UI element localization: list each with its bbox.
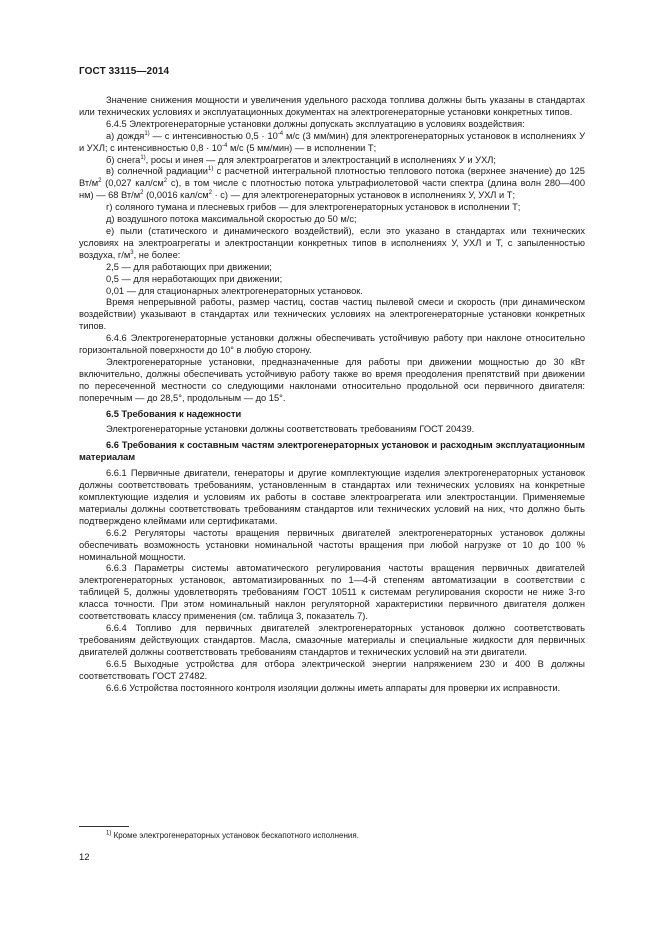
footnote-marker: 1)	[106, 830, 112, 837]
text-run: с расчетной интегральной плотностью теплового потока (верхнее значение) до 125 Вт/м	[79, 166, 585, 189]
paragraph	[79, 659, 585, 683]
footnote-text: Кроме электрогенераторных установок бескапотного исполнения.	[111, 831, 359, 840]
text-run: — с интенсивностью 0,5 · 10	[149, 130, 278, 141]
text-run: , росы и инея — для электроагрегатов и электростанций в исполнениях У и УХЛ;	[145, 154, 496, 165]
paragraph	[79, 262, 585, 274]
text-run: 6.6.1 Первичные двигатели, генераторы и другие комплектующие изделия электрогенераторных установок должны соответствовать требованиям, установленным в стандартах или технических условиях на конкретные комплектующие изделия и условиям их работы в составе электроагрегата или электростанции. Применяемые материалы должны соответствовать требованиям стандартов или технических условий на них, что должно быть подтверждено клеймами или сертификатами.	[79, 468, 585, 526]
text-run: а) дождя	[106, 130, 145, 141]
paragraph	[79, 214, 585, 226]
text-run: м/с (5 мм/мин) — в исполнении Т;	[227, 142, 377, 153]
text-run: Значение снижения мощности и увеличения удельного расхода топлива должны быть указаны в стандартах или технических условиях и эксплуатационных документах на электрогенераторные установки конкретных типов.	[79, 95, 585, 117]
text-run: с), в том числе с плотностью потока ультрафиолетовой части спектра (длина волн 280—400 нм) — 68 Вт/м	[79, 178, 585, 201]
text-run: 6.6.6 Устройства постоянного контроля изоляции должны иметь аппараты для проверки их исправности.	[106, 682, 561, 693]
paragraph	[79, 333, 585, 357]
paragraph	[79, 226, 585, 262]
paragraph	[79, 623, 585, 659]
document-header: ГОСТ 33115—2014	[79, 66, 170, 77]
paragraph	[79, 119, 585, 131]
text-run: 6.6.4 Топливо для первичных двигателей электрогенераторных установок должно соответствовать требованиям действующих стандартов. Масла, смазочные материалы и специальные жидкости для первичных двигателей должны соответствовать требованиям стандартов и технических условий на эти двигатели.	[79, 622, 585, 657]
paragraph	[79, 297, 585, 333]
superscript: 1)	[144, 130, 150, 137]
paragraph	[79, 528, 585, 564]
footnote-separator	[79, 826, 129, 827]
section-heading	[79, 409, 585, 421]
text-run: 6.6 Требования к составным частям электрогенераторных установок и расходным эксплуатационным материалам	[79, 440, 585, 463]
paragraph	[79, 131, 585, 155]
superscript: 1)	[207, 166, 214, 173]
footnote	[106, 831, 359, 841]
text-run: г) соляного тумана и плесневых грибов — для электрогенераторных установок в исполнении Т;	[106, 202, 521, 213]
paragraph	[79, 155, 585, 167]
text-run: Время непрерывной работы, размер частиц, состав частиц пылевой смеси и скорость (при динамическом воздействии) указывают в стандартах или технических условиях на электрогенераторные установки конкретных типов.	[79, 297, 585, 332]
text-run: 6.4.6 Электрогенераторные установки должны обеспечивать устойчивую работу при наклоне относительно горизонтальной поверхности до 10° в любую сторону.	[79, 333, 585, 356]
superscript: 3	[130, 249, 134, 256]
text-run: м/с (3 мм/мин) для электрогенераторных установок в исполнениях У и УХЛ; с интенсивностью 0,8 · 10	[79, 130, 585, 153]
paragraph	[79, 468, 585, 528]
superscript: 1)	[140, 154, 146, 161]
paragraph	[79, 95, 585, 119]
text-run: 6.4.5 Электрогенераторные установки должны допускать эксплуатацию в условиях воздействия:	[106, 118, 525, 129]
text-run: · с) — для электрогенераторных установок в исполнениях У, УХЛ и Т;	[212, 190, 516, 201]
text-run: 6.6.3 Параметры системы автоматического регулирования частоты вращения первичных двигателей электрогенераторных установок, автоматизированных по 1—4-й степеням автоматизации в соответствии с таблицей 5, должны удовлетворять требованиям ГОСТ 10511 к системам регулирования скорости не ниже 3-го класса точности. При этом номинальный наклон регуляторной характеристики первичного двигателя должен соответствовать классу применения (см. таблица 3, показатель 7).	[79, 563, 585, 622]
superscript: -4	[222, 142, 228, 149]
paragraph	[79, 424, 585, 436]
text-run: 0,01 — для стационарных электрогенераторных установок.	[106, 285, 363, 296]
text-run: Электрогенераторные установки должны соответствовать требованиям ГОСТ 20439.	[106, 424, 475, 435]
section-heading	[79, 440, 585, 464]
page-number: 12	[79, 852, 90, 863]
text-run: Электрогенераторные установки, предназначенные для работы при движении мощностью до 30 кВт включительно, должны обеспечивать устойчивую работу также во время преодоления препятствий при движении по пересеченной местности со следующими наклонами относительно продольной оси первичного двигателя: поперечным — до 28,5°, продольным — до 15°.	[79, 356, 585, 403]
text-run: д) воздушного потока максимальной скоростью до 50 м/с;	[106, 214, 357, 225]
superscript: 2	[163, 178, 168, 185]
text-run: (0,027 кал/см	[101, 178, 164, 189]
text-run: 6.6.5 Выходные устройства для отбора электрической энергии напряжением 230 и 400 В должны соответствовать ГОСТ 27482.	[79, 658, 585, 681]
paragraph	[79, 683, 585, 695]
text-run: б) снега	[106, 154, 141, 165]
text-run: в) солнечной радиации	[106, 166, 208, 177]
paragraph	[79, 286, 585, 298]
text-run: 6.5 Требования к надежности	[106, 408, 242, 419]
text-run: , не более:	[133, 249, 181, 260]
paragraph	[79, 563, 585, 623]
paragraph	[79, 202, 585, 214]
text-run: (0,0016 кал/см	[143, 190, 209, 201]
superscript: 2	[208, 190, 213, 197]
paragraph	[79, 274, 585, 286]
text-run: 2,5 — для работающих при движении;	[106, 261, 272, 272]
document-body	[79, 95, 585, 694]
paragraph	[79, 357, 585, 405]
text-run: е) пыли (статического и динамического воздействий), если это указано в стандартах или технических условиях на электроагрегаты и электростанции конкретных типов в исполнениях У, УХЛ и Т, с запыленностью воздуха, г/м	[79, 225, 585, 260]
paragraph	[79, 166, 585, 202]
superscript: 2	[140, 190, 144, 197]
superscript: 2	[98, 178, 102, 185]
superscript: -4	[277, 130, 284, 137]
text-run: 6.6.2 Регуляторы частоты вращения первичных двигателей электрогенераторных установок должны обеспечивать возможность установки номинальной частоты вращения при любой нагрузке от 10 до 100 % номинальной мощности.	[79, 527, 585, 562]
text-run: 0,5 — для неработающих при движении;	[106, 273, 283, 284]
